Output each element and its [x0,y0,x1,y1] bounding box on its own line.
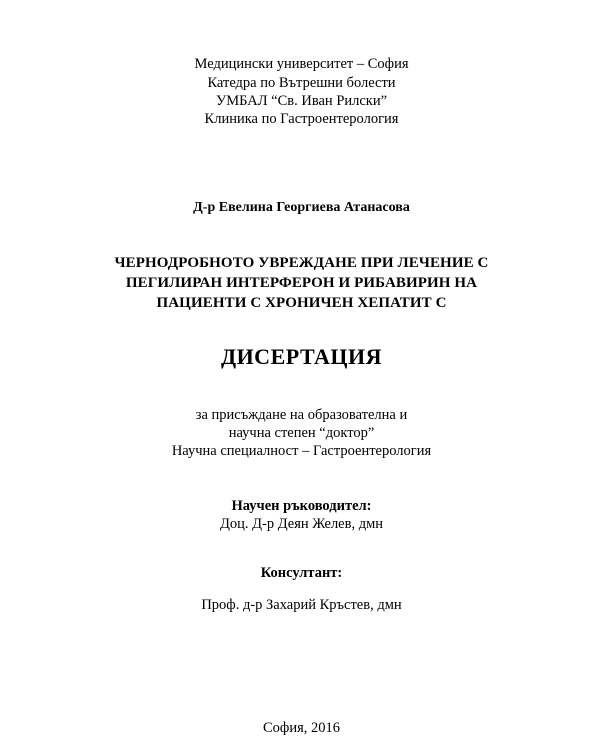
purpose-line-specialty: Научна специалност – Гастроентерология [171,443,432,459]
consultant-label: Консултант: [260,565,343,581]
supervisor-label: Научен ръководител: [231,498,372,514]
thesis-title-line-3: ПАЦИЕНТИ С ХРОНИЧЕН ХЕПАТИТ С [156,295,447,311]
supervisor-name: Доц. Д-р Деян Желев, дмн [219,516,384,532]
purpose-line-2: научна степен “доктор” [228,425,375,441]
thesis-title-line-2: ПЕГИЛИРАН ИНТЕРФЕРОН И РИБАВИРИН НА [125,275,478,291]
purpose-line-1: за присъждане на образователна и [195,407,408,423]
institution-line-department: Катедра по Вътрешни болести [207,75,396,91]
institution-line-clinic: Клиника по Гастроентерология [204,111,399,127]
document-type-heading: ДИСЕРТАЦИЯ [220,344,383,369]
institution-line-university: Медицински университет – София [194,56,409,72]
institution-line-hospital: УМБАЛ “Св. Иван Рилски” [215,93,388,109]
thesis-title-line-1: ЧЕРНОДРОБНОТО УВРЕЖДАНЕ ПРИ ЛЕЧЕНИЕ С [114,255,489,271]
place-and-year: София, 2016 [263,720,340,736]
consultant-name: Проф. д-р Захарий Кръстев, дмн [201,597,402,613]
author-name: Д-р Евелина Георгиева Атанасова [193,200,410,215]
